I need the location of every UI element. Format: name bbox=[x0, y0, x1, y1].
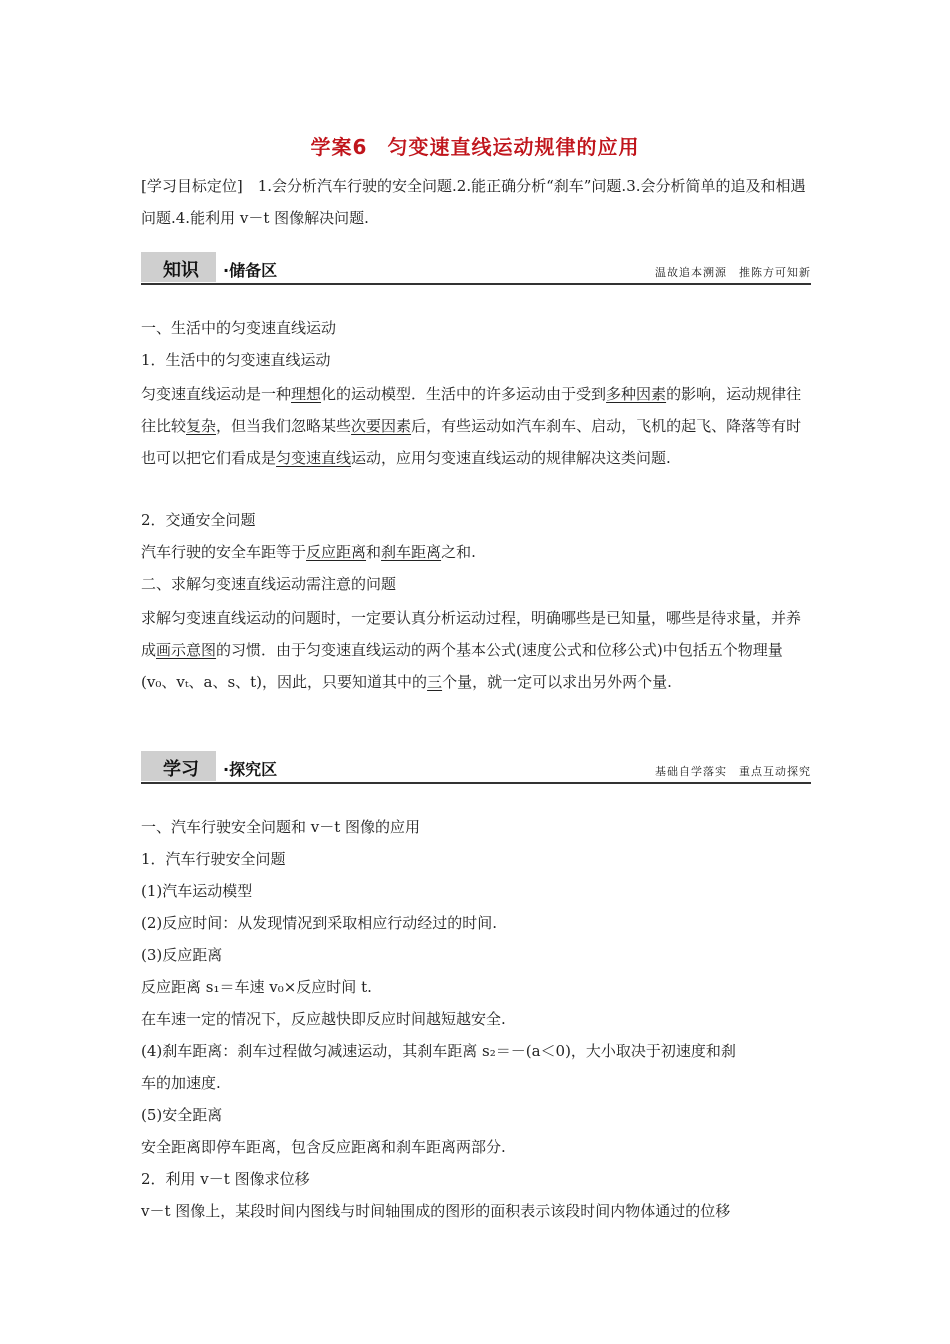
study-line-9: 车的加速度. bbox=[141, 1074, 221, 1092]
section-divider bbox=[141, 782, 811, 784]
study-line-3: (1)汽车运动模型 bbox=[141, 882, 253, 900]
study-line-1: 一、汽车行驶安全问题和 v－t 图像的应用 bbox=[141, 818, 421, 836]
study-line-6: 反应距离 s₁＝车速 v₀×反应时间 t. bbox=[141, 978, 372, 996]
paragraph-3: 求解匀变速直线运动的问题时，一定要认真分析运动过程，明确哪些是已知量，哪些是待求量，并养成画示意图的习惯．由于匀变速直线运动的两个基本公式(速度公式和位移公式)中包括五个物理量(v₀、vₜ、a、s、t)，因此，只要知道其中的三个量，就一定可以求出另外两个量. bbox=[141, 609, 802, 691]
learning-objectives: [学习目标定位] 1.会分析汽车行驶的安全问题.2.能正确分析“刹车”问题.3.会分析简单的追及和相遇问题.4.能利用 v－t 图像解决问题. bbox=[141, 177, 806, 227]
study-line-10: (5)安全距离 bbox=[141, 1106, 223, 1124]
study-line-13: v－t 图像上，某段时间内图线与时间轴围成的图形的面积表示该段时间内物体通过的位移 bbox=[141, 1202, 731, 1220]
page-title bbox=[0, 131, 950, 160]
section-header-study bbox=[141, 751, 811, 791]
heading-1-2: 2．交通安全问题 bbox=[141, 511, 256, 529]
heading-1-1: 1．生活中的匀变速直线运动 bbox=[141, 351, 331, 369]
paragraph-2: 汽车行驶的安全车距等于反应距离和刹车距离之和. bbox=[141, 543, 476, 561]
section-tag-label: 学习 bbox=[163, 759, 199, 780]
study-line-2: 1．汽车行驶安全问题 bbox=[141, 850, 286, 868]
section-header-knowledge bbox=[141, 252, 811, 292]
section-tag-label: 知识 bbox=[163, 260, 199, 281]
study-line-4: (2)反应时间：从发现情况到采取相应行动经过的时间. bbox=[141, 914, 498, 932]
section-divider bbox=[141, 283, 811, 285]
title-text: 匀变速直线运动规律的应用 bbox=[387, 135, 640, 159]
section-tag bbox=[141, 252, 216, 282]
section-motto: 温故追本溯源 推陈方可知新 bbox=[655, 266, 811, 279]
heading-1: 一、生活中的匀变速直线运动 bbox=[141, 319, 337, 337]
section-subtitle: ·储备区 bbox=[223, 261, 278, 280]
study-line-12: 2．利用 v－t 图像求位移 bbox=[141, 1170, 310, 1188]
section-motto: 基础自学落实 重点互动探究 bbox=[655, 765, 811, 778]
section-tag bbox=[141, 751, 216, 781]
heading-2: 二、求解匀变速直线运动需注意的问题 bbox=[141, 575, 397, 593]
study-line-8: (4)刹车距离：刹车过程做匀减速运动，其刹车距离 s₂＝－(a＜0)，大小取决于初速度和刹 bbox=[141, 1042, 736, 1060]
study-line-7: 在车速一定的情况下，反应越快即反应时间越短越安全. bbox=[141, 1010, 506, 1028]
section-subtitle: ·探究区 bbox=[223, 760, 278, 779]
title-prefix: 学案6 bbox=[310, 135, 368, 159]
study-line-11: 安全距离即停车距离，包含反应距离和刹车距离两部分. bbox=[141, 1138, 506, 1156]
study-line-5: (3)反应距离 bbox=[141, 946, 223, 964]
paragraph-1: 匀变速直线运动是一种理想化的运动模型．生活中的许多运动由于受到多种因素的影响，运动规律往往比较复杂，但当我们忽略某些次要因素后，有些运动如汽车刹车、启动，飞机的起飞、降落等有时也可以把它们看成是匀变速直线运动，应用匀变速直线运动的规律解决这类问题. bbox=[141, 385, 802, 467]
